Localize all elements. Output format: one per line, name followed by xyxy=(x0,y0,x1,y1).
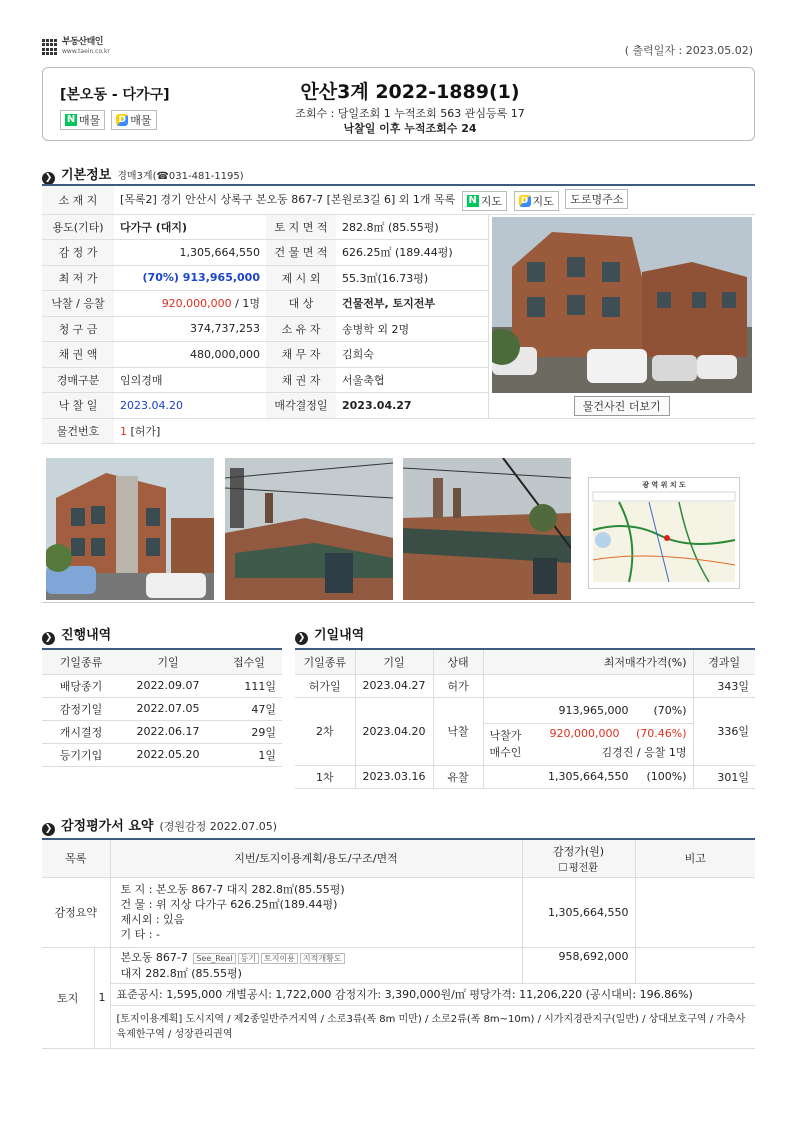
listing-badges xyxy=(60,110,157,130)
pyeong-convert-button[interactable]: 평전환 xyxy=(529,859,629,874)
chevron-right-icon: ❯ xyxy=(42,632,55,645)
logo-url: www.taein.co.kr xyxy=(62,48,110,55)
land-plan-row: [토지이용계획] 도시지역 / 제2종일반주거지역 / 소로3류(폭 8m 미만) / 소로2류(폭 8m~10m) / 시가지경관지구(일반) / 상대보호구역 / 가축사육제한구역 / 성장관리권역 xyxy=(42,1005,755,1048)
info-row: 용도(기타) 다가구 (대지) 토 지 면 적 282.8㎡ (85.55평) 물건사진 더보기 xyxy=(42,214,755,240)
info-row: 청 구 금 374,737,253 소 유 자 송병학 외 2명 xyxy=(42,316,755,342)
info-row: 채 권 액 480,000,000 채 무 자 김희숙 xyxy=(42,342,755,368)
basic-info-table xyxy=(42,186,755,444)
main-photo[interactable] xyxy=(492,217,752,393)
region-label: [본오동 - 다가구] xyxy=(60,87,170,103)
winning-price: 920,000,000 xyxy=(549,726,620,740)
daum-map-button[interactable]: D 지도 xyxy=(514,191,559,211)
location-value: [목록2] 경기 안산시 상록구 본오동 867-7 [본원로3길 6] 외 1개 목록 xyxy=(120,192,456,206)
logo-grid-icon xyxy=(42,39,58,55)
view-after-count: 낙찰일 이후 누적조회수 24 xyxy=(343,122,477,135)
daum-icon: D xyxy=(116,114,128,126)
daum-icon: D xyxy=(519,195,531,207)
table-row: 감정기일 2022.07.05 47일 xyxy=(42,697,282,720)
naver-listing-button[interactable]: N 매물 xyxy=(60,110,105,130)
progress-table: 기일종류 기일 접수일 배당종기 2022.09.07 111일 감정기일 2022.07.05 47일 개시결정 2022.06.17 29일 등기기입 2022.05.20 1일 xyxy=(42,648,282,767)
item-number[interactable]: 1 xyxy=(120,424,127,438)
naver-icon: N xyxy=(468,194,477,206)
table-row: 1차 2023.03.16 유찰 1,305,664,550 (100%) 301일 xyxy=(295,765,755,788)
minimum-price: (70%) 913,965,000 xyxy=(114,265,266,291)
view-counts: 조회수 : 당일조회 1 누적조회 563 관심등록 17 xyxy=(295,107,525,120)
appraisal-table: 목록 지번/토지이용계획/용도/구조/면적 감정가(원) 평전환 비고 감정요약 토 지 : 본오동 867-7 대지 282.8㎡(85.55평) 건 물 : 위 지상 다가구 626.25㎡(189.44평) 제시외 : 있음 기 타 : - 1,305,664,550 토지 1 본오동 867-7 See_Real 등기 토지이용 지적개황도 대지 282.8㎡ (85.55평) 958,692,000 표준공시: 1,595,000 개별공시: 1,722,000 감정지가: 3,390,000원/㎡ 평당가격: 11,206,220 (공시대비: 196.86%) [토지이용계획] 도시지역 / 제2종일반주거지역 / 소로3류(폭 8m 미만) / 소로2류(폭 8m~10m) / 시가지경관지구(일반) / 상대보호구역 / 가축사육제한구역 / 성장관리권역 xyxy=(42,838,755,1049)
court-contact: 경매3계(☎031-481-1195) xyxy=(117,171,244,182)
table-row: 허가일 2023.04.27 허가 343일 xyxy=(295,674,755,697)
property-photo[interactable] xyxy=(46,458,214,600)
location-map[interactable] xyxy=(588,477,740,589)
history-table: 기일종류 기일 상태 최저매각가격(%) 경과일 허가일 2023.04.27 허가 343일 2차 2023.04.20 낙찰 913,965,000 (70%) 낙찰가 920,000,000 (70.46%) 매수인 김경진 / 응찰 1명 336일 1차 2023.03.16 유찰 1,305,664,550 (100%) 301일 xyxy=(295,648,755,789)
see-real-button[interactable]: See_Real xyxy=(193,953,235,964)
table-row: 개시결정 2022.06.17 29일 xyxy=(42,720,282,743)
info-row: 최 저 가 (70%) 913,965,000 제 시 외 55.3㎡(16.73평) xyxy=(42,265,755,291)
map-caption: 광 역 위 치 도 xyxy=(642,481,686,489)
info-row: 낙찰 / 응찰 920,000,000 / 1명 대 상 건물전부, 토지전부 xyxy=(42,291,755,317)
road-address-button[interactable]: 도로명주소 xyxy=(565,189,628,209)
table-row: 등기기입 2022.05.20 1일 xyxy=(42,743,282,766)
table-row: 2차 2023.04.20 낙찰 913,965,000 (70%) 낙찰가 920,000,000 (70.46%) 매수인 김경진 / 응찰 1명 336일 xyxy=(295,697,755,765)
location-label: 소 재 지 xyxy=(42,186,114,214)
info-row: 경매구분 임의경매 채 권 자 서울축협 xyxy=(42,367,755,393)
history-title: ❯ 기일내역 xyxy=(295,624,364,644)
item-number-row: 물건번호 1 [허가] xyxy=(42,418,755,443)
info-row: 낙 찰 일 2023.04.20 매각결정일 2023.04.27 xyxy=(42,393,755,419)
property-photo[interactable] xyxy=(225,458,393,600)
buyer: 김경진 / 응찰 1명 xyxy=(601,745,687,759)
winning-bid: 920,000,000 xyxy=(161,297,232,311)
summary-row: 감정요약 토 지 : 본오동 867-7 대지 282.8㎡(85.55평) 건 물 : 위 지상 다가구 626.25㎡(189.44평) 제시외 : 있음 기 타 : - 1,305,664,550 xyxy=(42,877,755,947)
info-row: 감 정 가 1,305,664,550 건 물 면 적 626.25㎡ (189.44평) xyxy=(42,240,755,266)
logo-name: 부동산태인 xyxy=(62,37,103,47)
cadastral-map-button[interactable]: 지적개황도 xyxy=(300,953,345,964)
progress-title: ❯ 진행내역 xyxy=(42,624,111,644)
logo xyxy=(42,38,110,56)
registry-button[interactable]: 등기 xyxy=(238,953,259,964)
map-image xyxy=(589,490,739,586)
property-photo[interactable] xyxy=(403,458,571,600)
appraisal-title: ❯ 감정평가서 요약 (경원감정 2022.07.05) xyxy=(42,815,277,835)
photo-strip xyxy=(42,455,755,603)
daum-listing-button[interactable]: D 매물 xyxy=(111,110,156,130)
case-number: 안산3계 2022-1889(1) xyxy=(300,81,520,103)
chevron-right-icon: ❯ xyxy=(42,172,55,185)
land-price-row: 표준공시: 1,595,000 개별공시: 1,722,000 감정지가: 3,390,000원/㎡ 평당가격: 11,206,220 (공시대비: 196.86%) xyxy=(42,983,755,1005)
land-use-button[interactable]: 토지이용 xyxy=(261,953,298,964)
image-icon xyxy=(559,863,567,871)
chevron-right-icon: ❯ xyxy=(42,823,55,836)
table-row: 배당종기 2022.09.07 111일 xyxy=(42,674,282,697)
basic-info-title: ❯ 기본정보 경매3계(☎031-481-1195) xyxy=(42,164,244,184)
chevron-right-icon: ❯ xyxy=(295,632,308,645)
location-row xyxy=(42,186,755,214)
land-row: 토지 1 본오동 867-7 See_Real 등기 토지이용 지적개황도 대지 282.8㎡ (85.55평) 958,692,000 xyxy=(42,947,755,983)
naver-map-button[interactable]: N 지도 xyxy=(462,191,507,211)
print-date: ( 출력일자 : 2023.05.02) xyxy=(624,44,753,57)
naver-icon: N xyxy=(66,114,76,125)
more-photos-button[interactable]: 물건사진 더보기 xyxy=(574,396,670,416)
